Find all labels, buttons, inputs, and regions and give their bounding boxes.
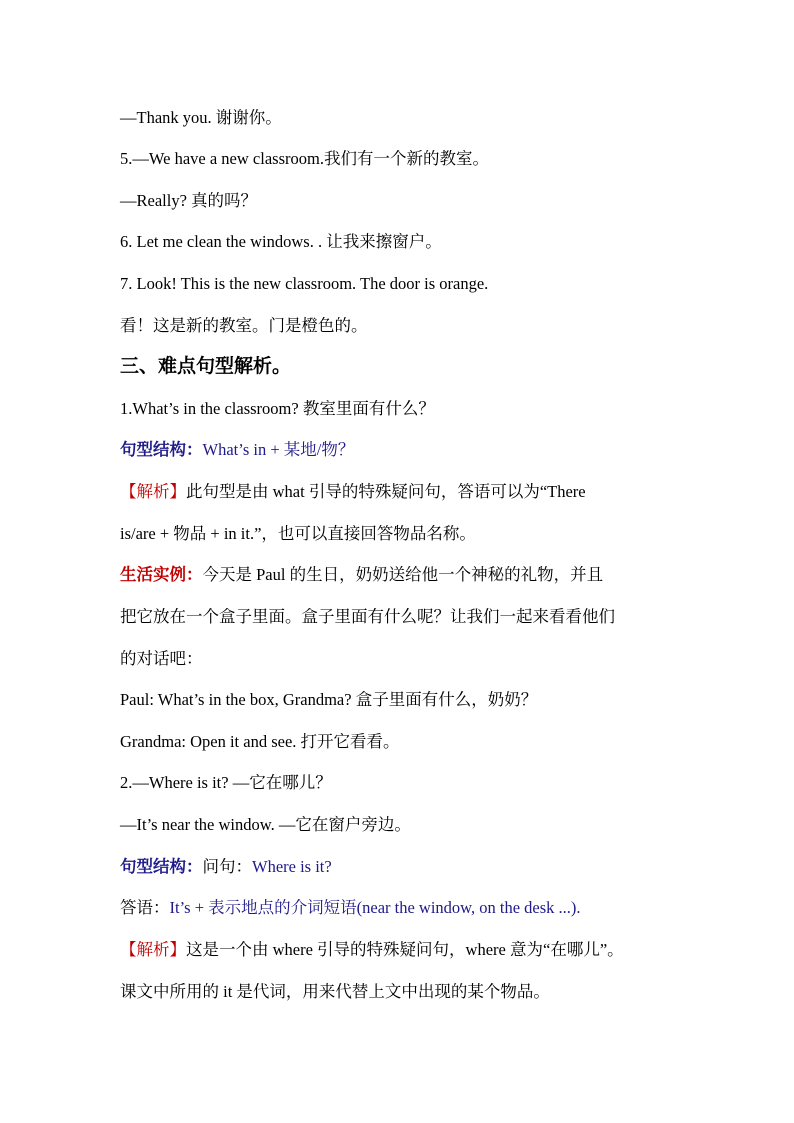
question-pattern: Where is it? xyxy=(252,857,332,876)
text-line: 5.—We have a new classroom.我们有一个新的教室。 xyxy=(120,149,489,168)
analysis-text: 此句型是由 what 引导的特殊疑问句，答语可以为“There xyxy=(186,482,586,501)
analysis-label: 【解析】 xyxy=(120,940,186,959)
point1-analysis-cont: is/are + 物品 + in it.”，也可以直接回答物品名称。 xyxy=(120,524,476,543)
structure-label: 句型结构： xyxy=(120,440,203,459)
section-heading: 三、难点句型解析。 xyxy=(120,356,292,377)
dialog-line: Grandma: Open it and see. 打开它看看。 xyxy=(120,732,400,751)
point1-example-cont: 把它放在一个盒子里面。盒子里面有什么呢？让我们一起来看看他们 xyxy=(120,607,615,626)
example-label: 生活实例： xyxy=(120,565,203,584)
point2-structure xyxy=(120,856,680,878)
structure-text: What’s in + 某地/物？ xyxy=(202,440,355,459)
answer-prefix: 答语： xyxy=(120,898,170,917)
point2-answer-pattern xyxy=(120,897,680,919)
point2-question: 2.—Where is it? —它在哪儿？ xyxy=(120,773,332,792)
point1-example-cont: 的对话吧： xyxy=(120,649,203,668)
text-line: —Thank you. 谢谢你。 xyxy=(120,108,282,127)
text-line: 7. Look! This is the new classroom. The door is orange. xyxy=(120,274,489,293)
analysis-label: 【解析】 xyxy=(120,482,186,501)
structure-label: 句型结构： xyxy=(120,857,203,876)
point2-analysis xyxy=(120,939,680,961)
dialog-line: Paul: What’s in the box, Grandma? 盒子里面有什么，奶奶？ xyxy=(120,690,538,709)
text-line: 看！这是新的教室。门是橙色的。 xyxy=(120,316,368,335)
point2-analysis-cont: 课文中所用的 it 是代词，用来代替上文中出现的某个物品。 xyxy=(120,982,550,1001)
point1-example xyxy=(120,564,680,586)
point2-answer: —It’s near the window. —它在窗户旁边。 xyxy=(120,815,411,834)
point1-analysis xyxy=(120,481,680,503)
text-line: —Really? 真的吗？ xyxy=(120,191,258,210)
point1-question: 1.What’s in the classroom? 教室里面有什么？ xyxy=(120,399,435,418)
point1-structure xyxy=(120,439,680,461)
example-text: 今天是 Paul 的生日，奶奶送给他一个神秘的礼物，并且 xyxy=(202,565,604,584)
analysis-text: 这是一个由 where 引导的特殊疑问句，where 意为“在哪儿”。 xyxy=(186,940,624,959)
answer-pattern: It’s + 表示地点的介词短语(near the window, on the desk ...). xyxy=(169,898,581,917)
question-prefix: 问句： xyxy=(202,857,252,876)
text-line: 6. Let me clean the windows. . 让我来擦窗户。 xyxy=(120,232,442,251)
